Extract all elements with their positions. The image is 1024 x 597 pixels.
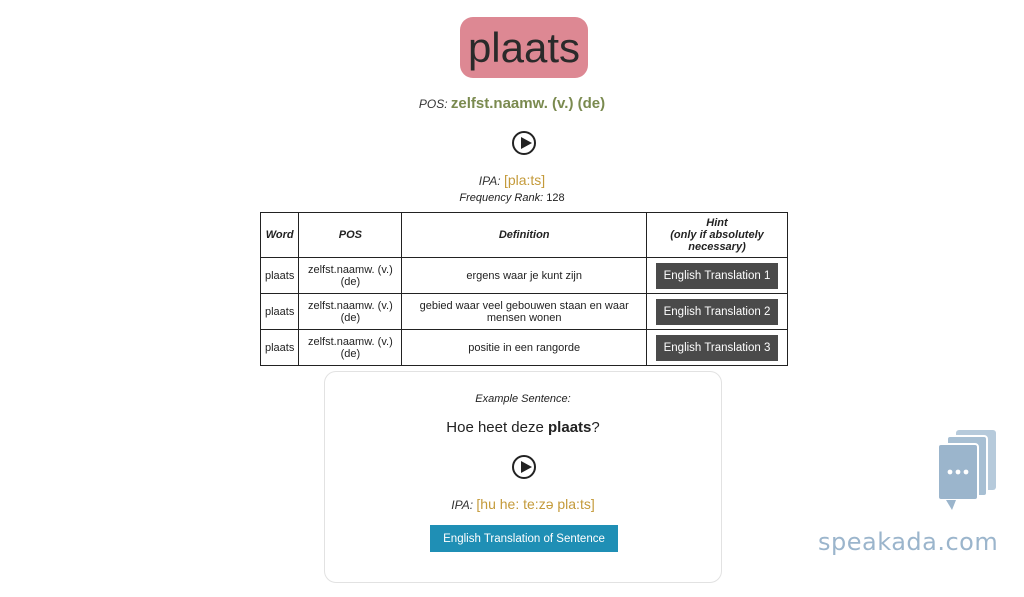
cell-word: plaats xyxy=(261,258,299,294)
example-sentence xyxy=(325,419,721,436)
sentence-ipa-label: IPA: xyxy=(451,498,474,512)
cell-hint xyxy=(647,294,788,330)
header-hint-note: (only if absolutely necessary) xyxy=(670,229,764,253)
hint-button-3[interactable]: English Translation 3 xyxy=(656,335,779,361)
pos-label: POS: xyxy=(418,97,448,111)
cell-pos: zelfst.naamw. (v.) (de) xyxy=(299,294,402,330)
sentence-start: Hoe heet deze xyxy=(446,419,549,436)
header-definition: Definition xyxy=(402,213,647,258)
cell-hint xyxy=(647,330,788,366)
word-ipa-line xyxy=(0,172,1024,188)
frequency-value: 128 xyxy=(546,192,565,204)
pos-line xyxy=(0,95,1024,112)
play-sentence-audio-button[interactable] xyxy=(512,455,536,479)
cell-word: plaats xyxy=(261,294,299,330)
table-row xyxy=(261,294,788,330)
word-title: plaats xyxy=(460,17,588,78)
pos-value: zelfst.naamw. (v.) (de) xyxy=(450,95,606,112)
frequency-label: Frequency Rank: xyxy=(459,192,544,204)
cell-hint xyxy=(647,258,788,294)
hint-button-1[interactable]: English Translation 1 xyxy=(656,263,779,289)
example-label: Example Sentence: xyxy=(475,393,571,405)
cell-pos: zelfst.naamw. (v.) (de) xyxy=(299,258,402,294)
ipa-label: IPA: xyxy=(478,174,501,188)
play-word-audio-button[interactable] xyxy=(512,131,536,155)
sentence-ipa-value: [hu he: te:zə pla:ts] xyxy=(476,496,595,512)
hint-button-2[interactable]: English Translation 2 xyxy=(656,299,779,325)
table-row xyxy=(261,330,788,366)
cell-pos: zelfst.naamw. (v.) (de) xyxy=(299,330,402,366)
sentence-translation-button[interactable]: English Translation of Sentence xyxy=(430,525,618,552)
header-hint-title: Hint xyxy=(706,217,728,229)
cell-definition: ergens waar je kunt zijn xyxy=(402,258,647,294)
header-word: Word xyxy=(261,213,299,258)
ipa-value: [pla:ts] xyxy=(503,172,546,188)
definitions-table xyxy=(260,212,788,366)
example-sentence-card xyxy=(324,371,722,583)
sentence-highlight: plaats xyxy=(548,419,592,436)
speakada-logo-text: speakada.com xyxy=(818,528,999,556)
cell-definition: gebied waar veel gebouwen staan en waar mensen wonen xyxy=(402,294,647,330)
table-row xyxy=(261,258,788,294)
sentence-ipa-line xyxy=(325,496,721,512)
cell-definition: positie in een rangorde xyxy=(402,330,647,366)
sentence-end: ? xyxy=(591,419,600,436)
table-header-row xyxy=(261,213,788,258)
frequency-rank xyxy=(0,192,1024,204)
header-hint xyxy=(647,213,788,258)
cell-word: plaats xyxy=(261,330,299,366)
speakada-logo-icon xyxy=(936,428,1000,512)
header-pos: POS xyxy=(299,213,402,258)
